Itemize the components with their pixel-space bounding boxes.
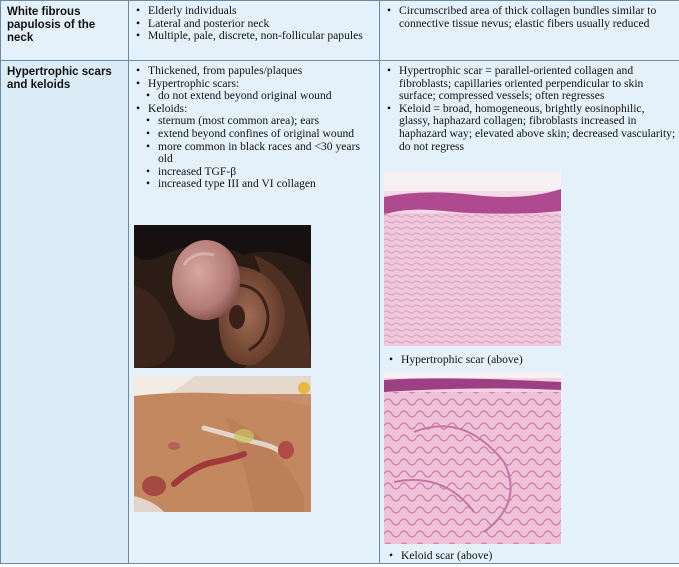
list-item: • Keloid = broad, homogeneous, brightly eosinophilic, glassy, haphazard collagen; fibroblasts increased in haphazard way; elevated above skin; decreased vascularity; do not regress [382,103,676,153]
hypertrophic-scar-caption: • Hypertrophic scar (above) [384,353,523,366]
table-row [1,1,679,61]
list-item: • increased type III and VI collagen [131,178,375,191]
histology-cell [380,1,679,61]
list-item: • do not extend beyond original wound [131,90,375,103]
histology-list [382,65,676,153]
table-row [1,61,679,564]
list-item [131,78,375,103]
clinical-list [131,5,375,43]
list-item: • extend beyond confines of original wound [131,128,375,141]
list-item: • Multiple, pale, discrete, non-follicular papules [131,30,375,43]
keloid-ear-photo [134,225,311,368]
list-item: • Circumscribed area of thick collagen bundles similar to connective tissue nevus; elastic fibers usually reduced [382,5,676,30]
keloid-label: Keloids: [148,101,188,115]
keloid-scar-histology-image [384,372,561,544]
condition-cell [1,61,129,564]
list-item: • sternum (most common area); ears [131,115,375,128]
list-item: • Hypertrophic scar = parallel-oriented collagen and fibroblasts; capillaries oriented perpendicular to skin surface; compressed vessels; often regresses [382,65,676,103]
list-item: • Thickened, from papules/plaques [131,65,375,78]
condition-name: White fibrous papulosis of the neck [7,6,96,44]
list-item: • more common in black races and <30 years old [131,141,375,166]
keloid-scar-caption: • Keloid scar (above) [384,549,492,562]
keloid-chest-photo [134,376,311,512]
list-item: • Elderly individuals [131,5,375,18]
clinical-cell [129,1,380,61]
condition-cell [1,1,129,61]
hypertrophic-scar-histology-image [384,171,561,346]
clinical-list [131,65,375,191]
condition-name: Hypertrophic scars and keloids [7,66,112,91]
list-item [131,103,375,191]
list-item: • Lateral and posterior neck [131,18,375,31]
list-item: • increased TGF-β [131,166,375,179]
hypertrophic-label: Hypertrophic scars: [148,76,240,90]
histology-list [382,5,676,30]
